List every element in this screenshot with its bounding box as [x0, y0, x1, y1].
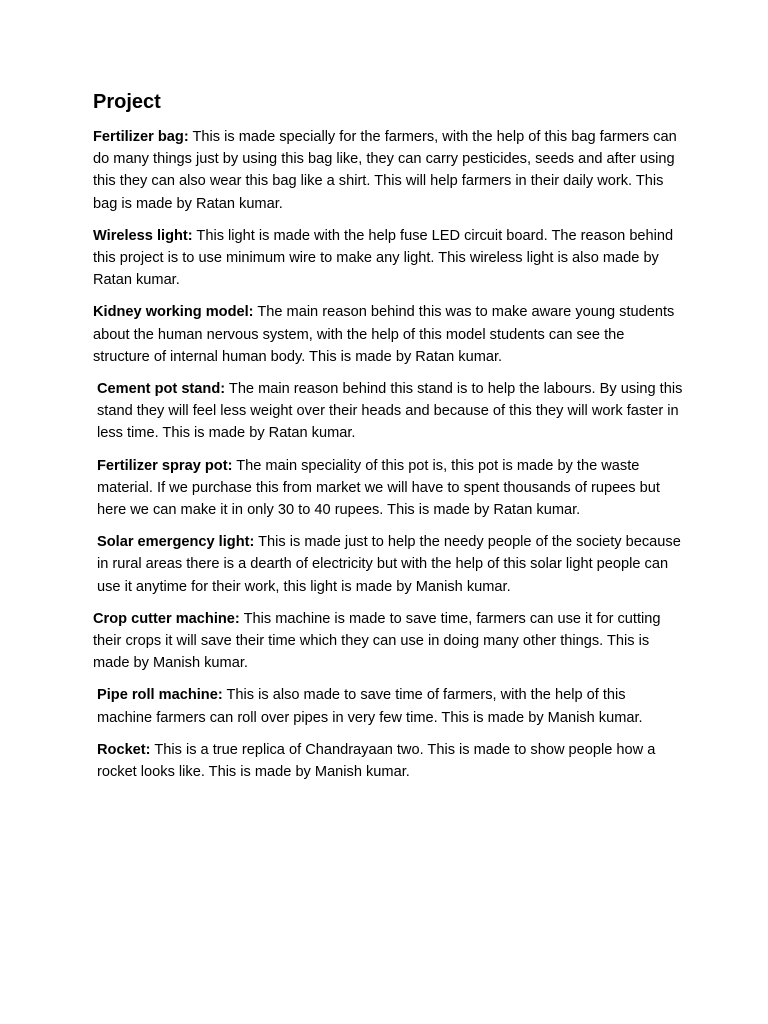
project-entry-solar-emergency-light [93, 531, 683, 598]
project-entry-rocket [93, 739, 683, 783]
entry-term: Cement pot stand: [97, 381, 226, 398]
project-entry-kidney-model [93, 301, 683, 368]
entry-term: Pipe roll machine: [97, 687, 223, 704]
entry-text: This machine is made to save time, farmers can use it for cutting their crops it will save their time which they can use in doing many other things. This is made by Manish kumar. [93, 610, 661, 672]
entry-term: Crop cutter machine: [93, 610, 240, 627]
page-title: Project [93, 91, 161, 113]
entry-text: The main reason behind this was to make aware young students about the human nervous system, with the help of this model students can see the structure of internal human body. This is made by Ratan kumar. [93, 304, 675, 365]
project-entry-cement-pot-stand [93, 378, 683, 445]
project-entry-fertilizer-bag [93, 126, 683, 215]
entry-text: This is made just to help the needy people of the society because in rural areas there is a dearth of electricity but with the help of this solar light people can use it anytime for their work, this light is made by Manish kumar. [97, 534, 681, 595]
document-page [93, 90, 683, 793]
entry-text: The main speciality of this pot is, this pot is made by the waste material. If we purchase this from market we will have to spent thousands of rupees but here we can make it in only 30 to 40 rupees. This is made by Ratan kumar. [97, 457, 660, 519]
entry-term: Fertilizer bag: [93, 129, 189, 145]
project-entry-pipe-roll-machine [93, 684, 683, 728]
entry-term: Rocket: [97, 741, 151, 758]
project-entry-fertilizer-spray-pot [93, 455, 683, 522]
entry-term: Kidney working model: [93, 304, 254, 321]
entry-text: The main reason behind this stand is to help the labours. By using this stand they will feel less weight over their heads and because of this they will work faster in less time. This is made by Ratan kumar. [97, 381, 683, 442]
entry-term: Fertilizer spray pot: [97, 457, 233, 474]
entry-term: Solar emergency light: [97, 534, 255, 551]
project-entry-crop-cutter-machine [93, 608, 683, 675]
project-entry-wireless-light [93, 225, 683, 292]
entry-text: This is also made to save time of farmers, with the help of this machine farmers can roll over pipes in very few time. This is made by Manish kumar. [97, 687, 643, 726]
entry-term: Wireless light: [93, 227, 193, 244]
entry-text: This light is made with the help fuse LED circuit board. The reason behind this project is to use minimum wire to make any light. This wireless light is also made by Ratan kumar. [93, 227, 674, 289]
entry-text: This is a true replica of Chandrayaan two. This is made to show people how a rocket looks like. This is made by Manish kumar. [97, 741, 656, 781]
entry-text: This is made specially for the farmers, with the help of this bag farmers can do many things just by using this bag like, they can carry pesticides, seeds and after using this they can also wear this bag like a shirt. This will help farmers in their daily work. This bag is made by Ratan kumar. [93, 129, 677, 212]
